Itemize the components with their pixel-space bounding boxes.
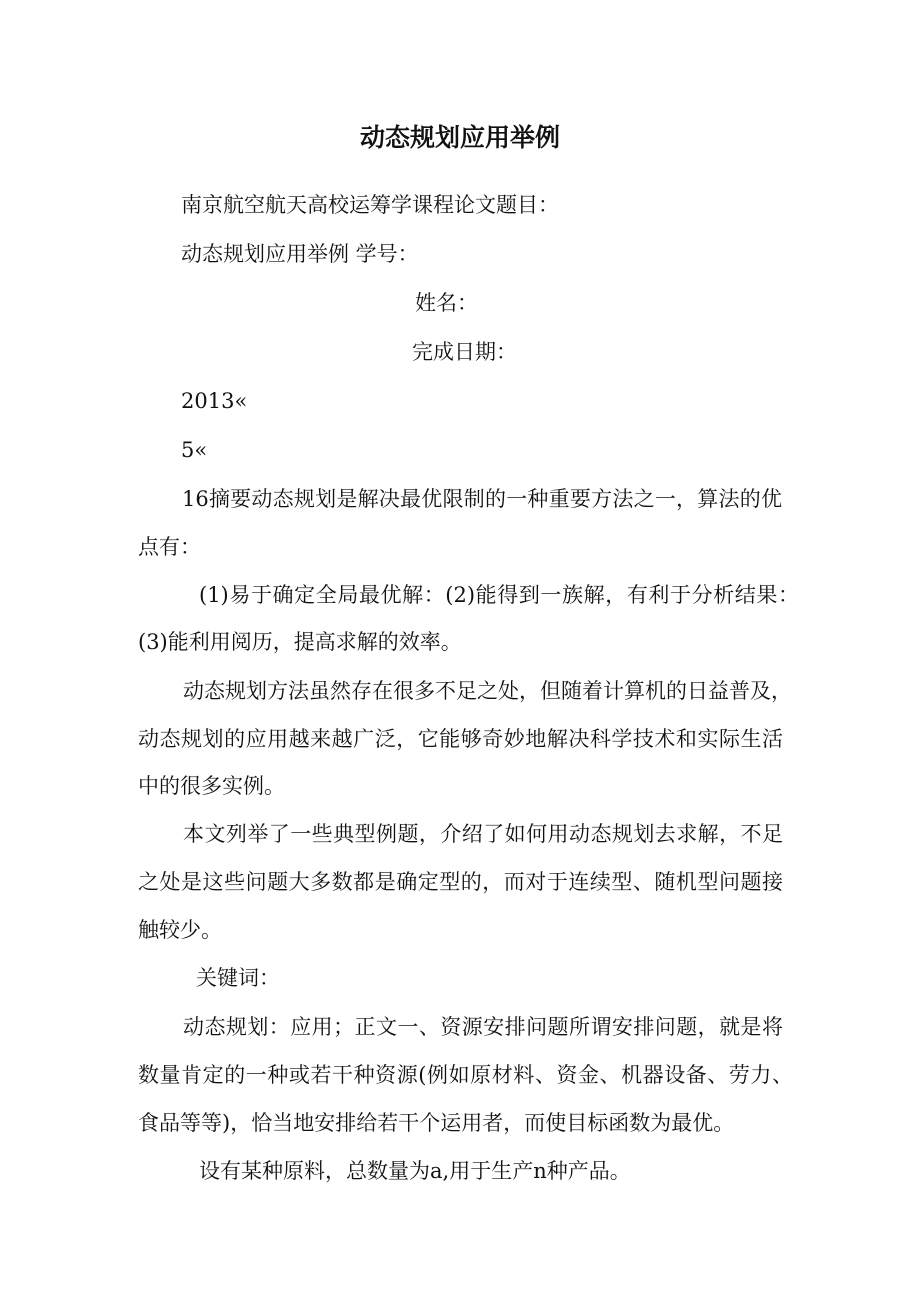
paragraph-2-line-3: 中的很多实例。 xyxy=(138,774,285,798)
body-line-2: 数量肯定的一种或若干种资源(例如原材料、资金、机器设备、劳力、 xyxy=(138,1063,793,1087)
body-line-1: 动态规划：应用；正文一、资源安排问题所谓安排问题，就是将 xyxy=(183,1015,783,1039)
date-month: 5« xyxy=(181,438,208,462)
topic-studentid-line: 动态规划应用举例 学号： xyxy=(181,242,419,266)
body-line-3: 食品等等)，恰当地安排给若干个运用者，而使目标函数为最优。 xyxy=(138,1111,735,1135)
paragraph-2-line-1: 动态规划方法虽然存在很多不足之处，但随着计算机的日益普及， xyxy=(183,679,792,703)
completion-date-label: 完成日期： xyxy=(412,340,517,364)
paragraph-3-line-2: 之处是这些问题大多数都是确定型的，而对于连续型、随机型问题接 xyxy=(138,870,783,894)
body-line-4: 设有某种原料，总数量为a,用于生产n种产品。 xyxy=(199,1159,631,1183)
document-title: 动态规划应用举例 xyxy=(359,123,560,152)
paragraph-2-line-2: 动态规划的应用越来越广泛，它能够奇妙地解决科学技术和实际生活 xyxy=(138,727,783,751)
course-paper-heading-line: 南京航空航天高校运筹学课程论文题目： xyxy=(181,193,559,217)
advantages-line-1: (1)易于确定全局最优解：(2)能得到一族解，有利于分析结果： xyxy=(199,583,799,607)
paragraph-3-line-3: 触较少。 xyxy=(138,918,222,942)
abstract-line-1: 16摘要动态规划是解决最优限制的一种重要方法之一，算法的优 xyxy=(182,487,782,511)
advantages-line-2: (3)能利用阅历，提高求解的效率。 xyxy=(138,630,462,654)
abstract-line-2: 点有： xyxy=(138,535,201,559)
name-label: 姓名： xyxy=(415,291,478,315)
date-year: 2013« xyxy=(181,389,248,413)
paragraph-3-line-1: 本文列举了一些典型例题，介绍了如何用动态规划去求解，不足 xyxy=(183,822,783,846)
keywords-label: 关键词： xyxy=(196,966,280,990)
